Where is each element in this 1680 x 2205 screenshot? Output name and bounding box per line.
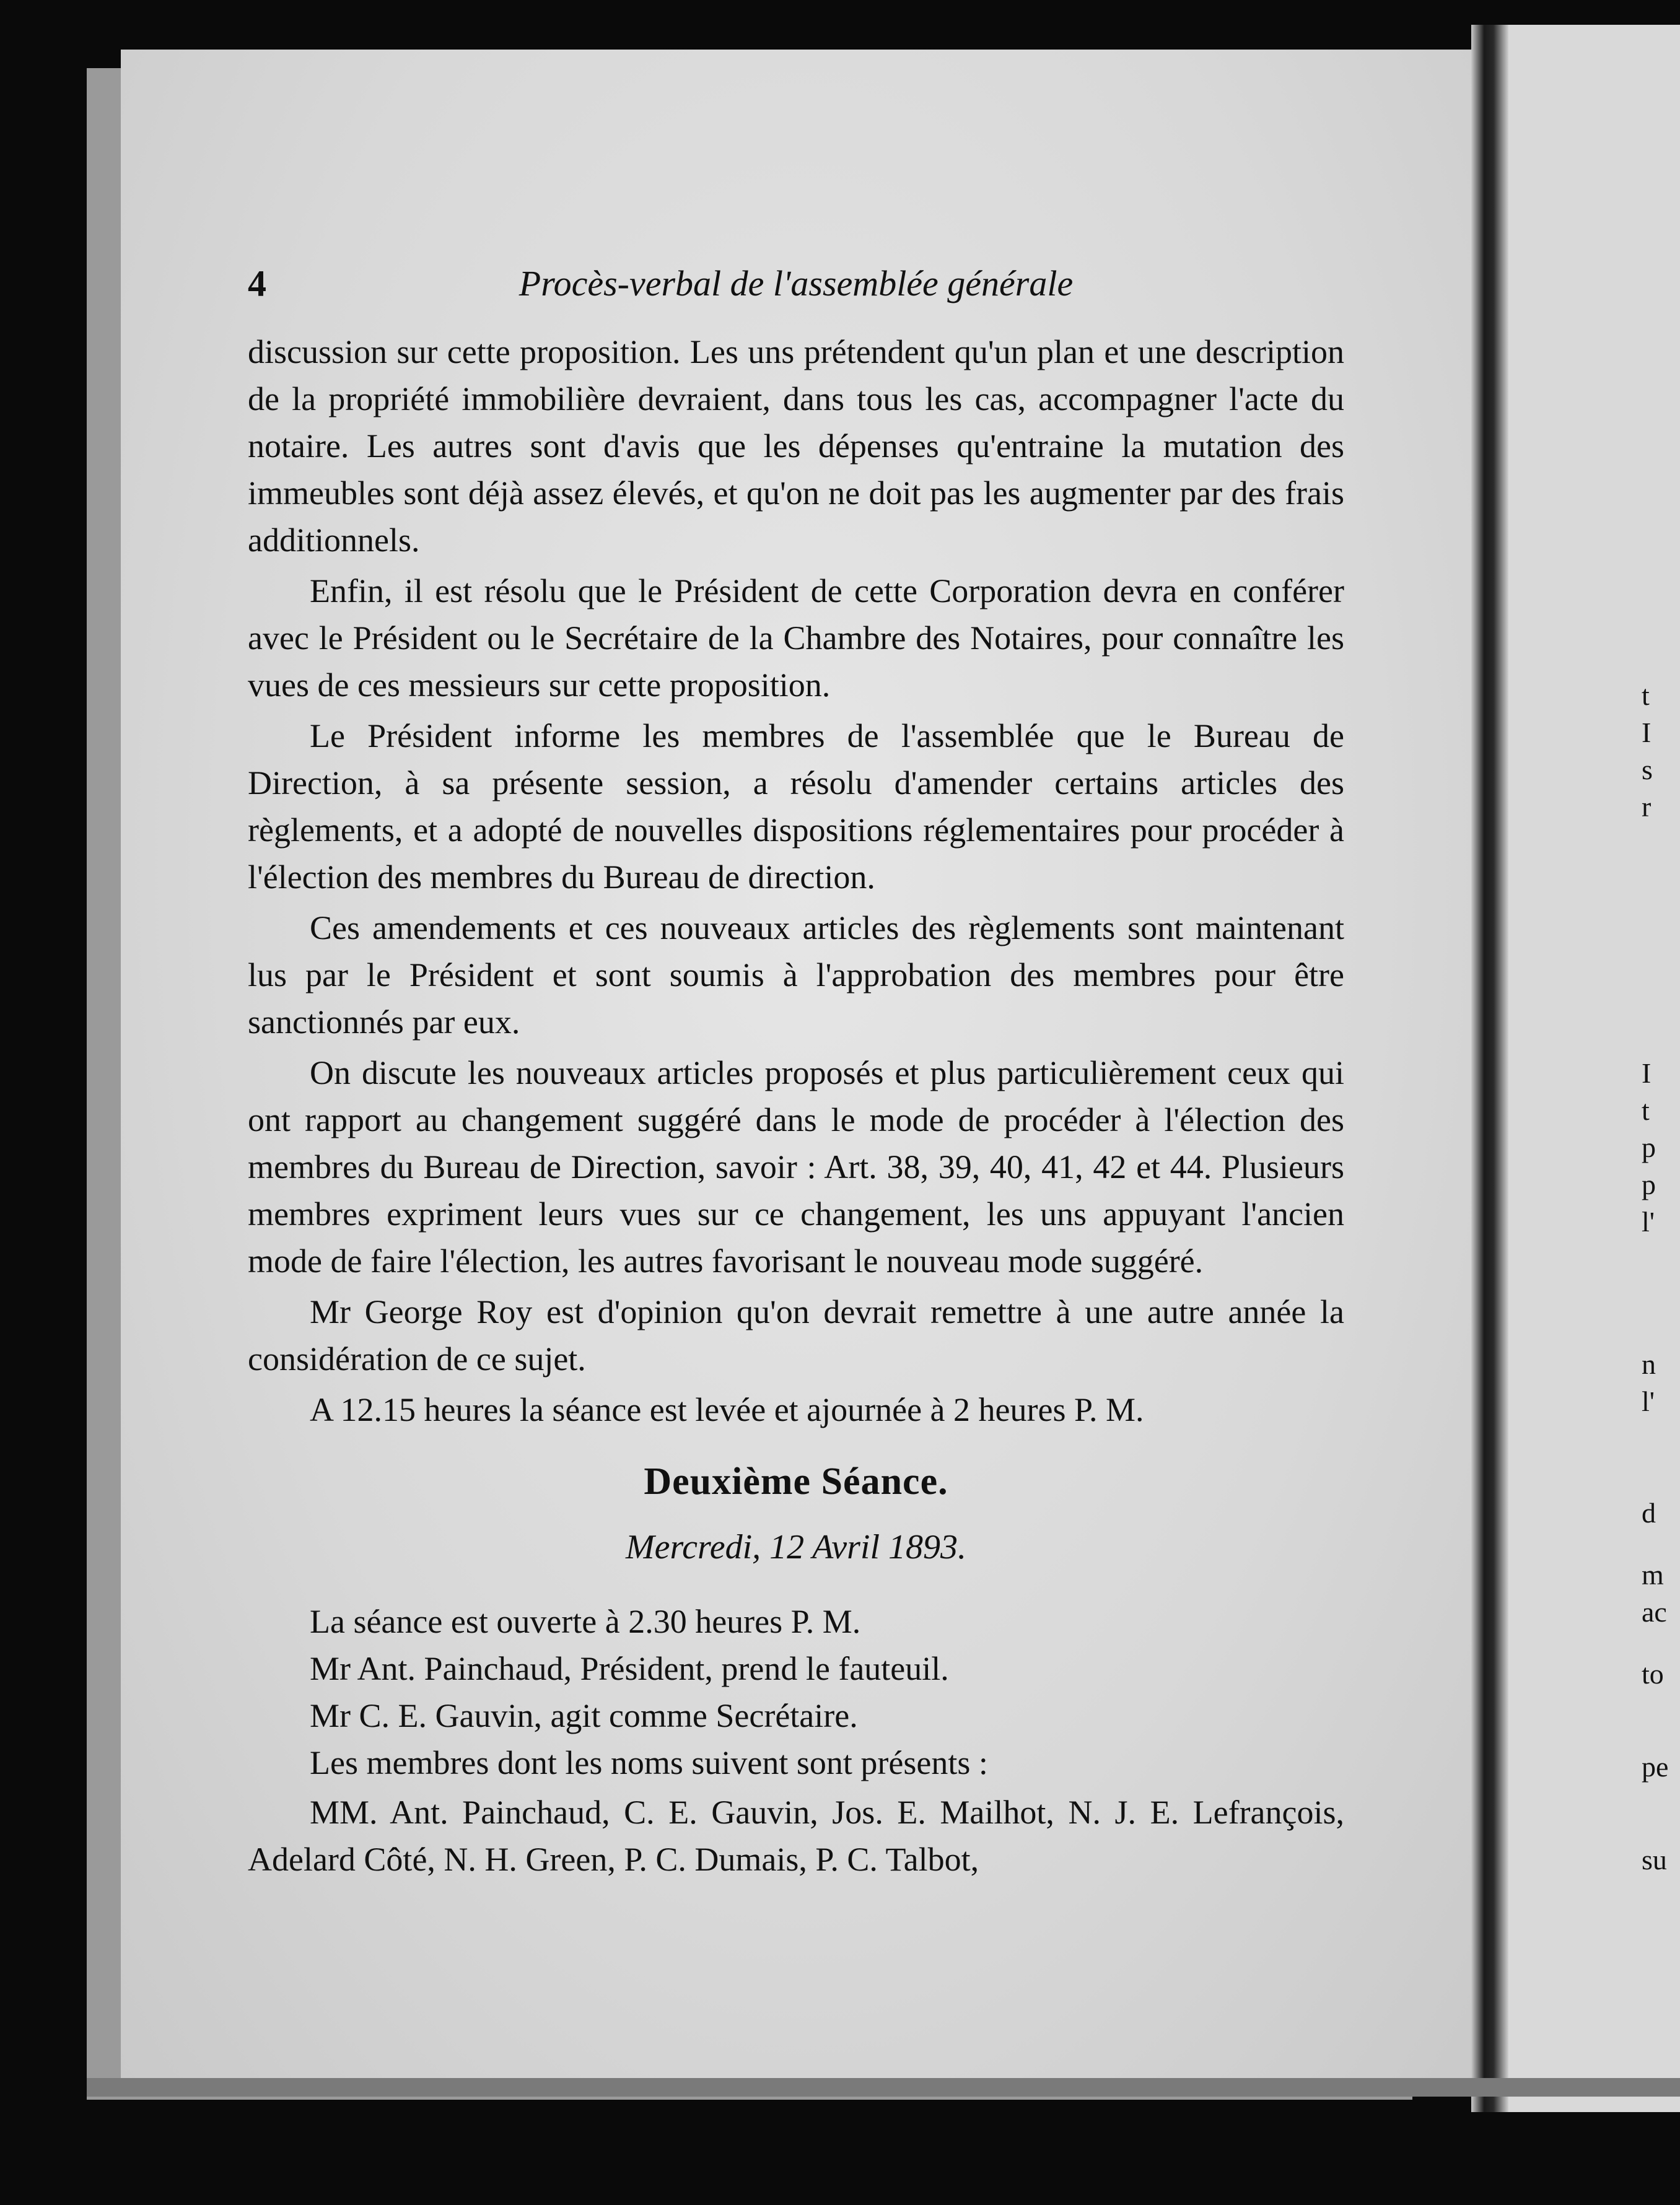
fragment: to (1642, 1658, 1664, 1690)
paragraph: A 12.15 heures la séance est levée et ajournée à 2 heures P. M. (310, 1391, 1144, 1428)
page-header (248, 248, 1344, 303)
minutes-line: Mr C. E. Gauvin, agit comme Secrétaire. (310, 1697, 858, 1734)
paragraph: Enfin, il est résolu que le Président de cette Corporation devra en conférer avec le Président ou le Secrétaire de la Chambre des Notaires, pour connaître les vues de ces messieurs sur cette proposition. (248, 572, 1344, 704)
paragraph: Mr George Roy est d'opinion qu'on devrait remettre à une autre année la considération de ce sujet. (248, 1293, 1344, 1378)
paragraph: discussion sur cette proposition. Les uns prétendent qu'un plan et une description de la propriété immobilière devraient, dans tous les cas, accompagner l'acte du notaire. Les autres sont d'avis que les dépenses qu'entraine la mutation des immeubles sont déjà assez élevés, et qu'on ne doit pas les augmenter par des frais additionnels. (248, 333, 1344, 559)
paragraph: On discute les nouveaux articles proposés et plus particulièrement ceux qui ont rapport au changement suggéré dans le mode de procéder à l'élection des membres du Bureau de Direction, savoir : Art. 38, 39, 40, 41, 42 et 44. Plusieurs membres expriment leurs vues sur ce changement, les uns appuyant l'ancien mode de faire l'élection, les autres favorisant le nouveau mode suggéré. (248, 1054, 1344, 1280)
fragment: d (1642, 1497, 1656, 1529)
page-bottom-edge (87, 2078, 1680, 2097)
book-gutter (1471, 25, 1508, 2112)
fragment: r (1642, 791, 1652, 823)
fragment: I (1642, 1057, 1652, 1089)
minutes-line: La séance est ouverte à 2.30 heures P. M. (310, 1603, 861, 1640)
fragment: n (1642, 1348, 1656, 1380)
section-date: Mercredi, 12 Avril 1893. (625, 1528, 967, 1566)
fragment: t (1642, 1094, 1650, 1126)
minutes-line: Mr Ant. Painchaud, Président, prend le fauteuil. (310, 1650, 949, 1687)
page-number: 4 (248, 263, 266, 304)
fragment: pe (1642, 1751, 1669, 1783)
members-list: MM. Ant. Painchaud, C. E. Gauvin, Jos. E. Mailhot, N. J. E. Lefrançois, Adelard Côté, N. H. Green, P. C. Dumais, P. C. Talbot, (248, 1794, 1344, 1878)
running-title: Procès-verbal de l'assemblée générale (518, 263, 1074, 303)
fragment: p (1642, 1169, 1656, 1200)
fragment: su (1642, 1844, 1667, 1875)
minutes-line: Les membres dont les noms suivent sont présents : (310, 1744, 988, 1781)
section-title: Deuxième Séance. (644, 1461, 948, 1503)
paragraph: Le Président informe les membres de l'assemblée que le Bureau de Direction, à sa présente session, a résolu d'amender certains articles des règlements, et a adopté de nouvelles dispositions réglementaires pour procéder à l'élection des membres du Bureau de direction. (248, 717, 1344, 896)
fragment: l' (1642, 1206, 1655, 1238)
fragment: s (1642, 754, 1653, 785)
fragment: l' (1642, 1386, 1655, 1417)
page-content (248, 248, 1344, 1883)
paragraph: Ces amendements et ces nouveaux articles des règlements sont maintenant lus par le Président et sont soumis à l'approbation des membres pour être sanctionnés par eux. (248, 909, 1344, 1041)
fragment: m (1642, 1559, 1664, 1591)
fragment: t (1642, 679, 1650, 711)
fragment: I (1642, 717, 1652, 748)
right-page-fragments (1642, 681, 1680, 1889)
fragment: p (1642, 1132, 1656, 1163)
fragment: ac (1642, 1596, 1667, 1628)
